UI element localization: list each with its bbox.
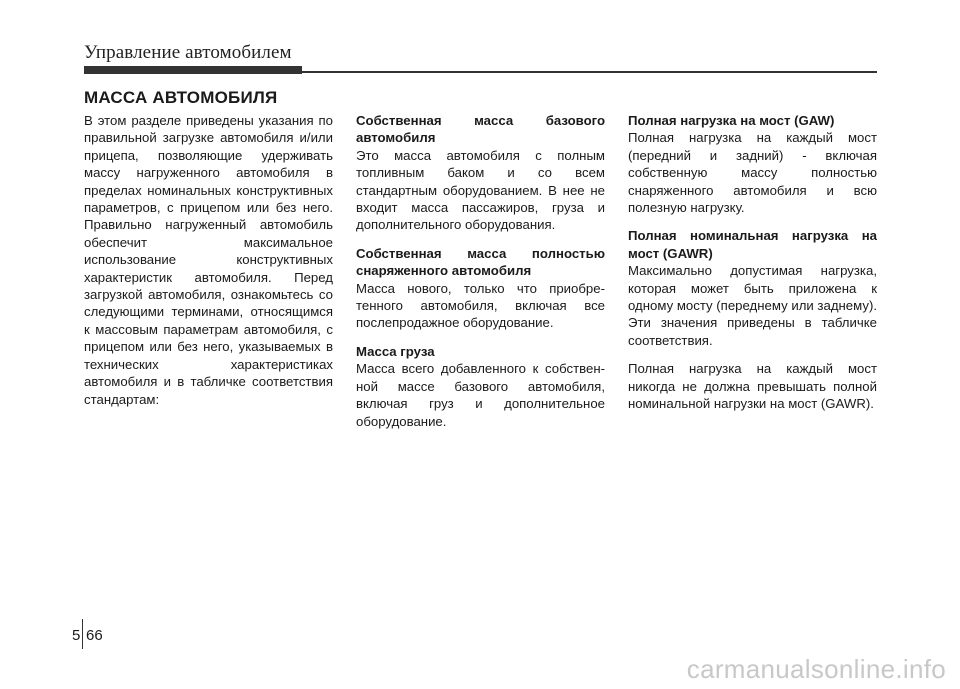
chapter-header-title: Управление автомобилем [84, 42, 292, 63]
gawr-heading: Полная номинальная нагрузка на мост (GAWR) [628, 228, 877, 261]
cargo-mass-heading: Масса груза [356, 343, 435, 359]
gawr-text-1: Максимально допустимая нагрузка, которая может быть приложена к одному мосту (переднему или заднему). Эти значения приведены в табличке соответствия. [628, 263, 877, 348]
base-mass-text: Это масса автомобиля с полным топливным баком и со всем стандартным оборудованием. В нее не входит масса пассажиров, груза и дополнительного оборудования. [356, 147, 605, 233]
cargo-mass-text: Масса всего добавленного к собствен-ной массе базового автомобиля, включая груз и дополнительное оборудование. [356, 361, 605, 429]
text-column-2 [356, 112, 605, 430]
watermark-text: carmanualsonline.info [686, 654, 946, 684]
section-title: МАССА АВТОМОБИЛЯ [84, 88, 278, 107]
gawr-text-2: Полная нагрузка на каждый мост никогда не должна превышать полной номинальной нагрузки на мост (GAWR). [628, 361, 877, 412]
gaw-text: Полная нагрузка на каждый мост (передний и задний) - включая собственную массу полностью снаряженного автомобиля и всю полезную нагрузку. [628, 130, 877, 216]
header-rule [84, 71, 877, 73]
chapter-number: 5 [72, 627, 81, 644]
text-column-3 [628, 112, 877, 413]
curb-mass-text: Масса нового, только что приобре-тенного автомобиля, включая все послепродажное оборудование. [356, 280, 605, 331]
curb-mass-heading: Собственная масса полностью снаряженного автомобиля [356, 245, 605, 279]
page-number-separator [82, 619, 83, 649]
text-column-1 [84, 112, 333, 408]
gaw-heading: Полная нагрузка на мост (GAW) [628, 113, 835, 128]
page-number: 66 [86, 627, 103, 644]
base-mass-heading: Собственная масса базового автомобиля [356, 113, 605, 146]
intro-paragraph: В этом разделе приведены указания по правильной загрузке автомобиля и/или прицепа, позволяющие удерживать массу нагруженного автомобиля в пределах номинальных конструктивных параметров, с прицепом или без него. Правильно нагруженный автомобиль обеспечит максимальное использование конструктивных характеристик автомобиля. Перед загрузкой автомобиля, ознакомьтесь со следующими терминами, относящимся к массовым параметрам автомобиля, с прицепом или без него, указываемых в технических характеристиках автомобиля и в табличке соответствия стандартам: [84, 113, 333, 407]
